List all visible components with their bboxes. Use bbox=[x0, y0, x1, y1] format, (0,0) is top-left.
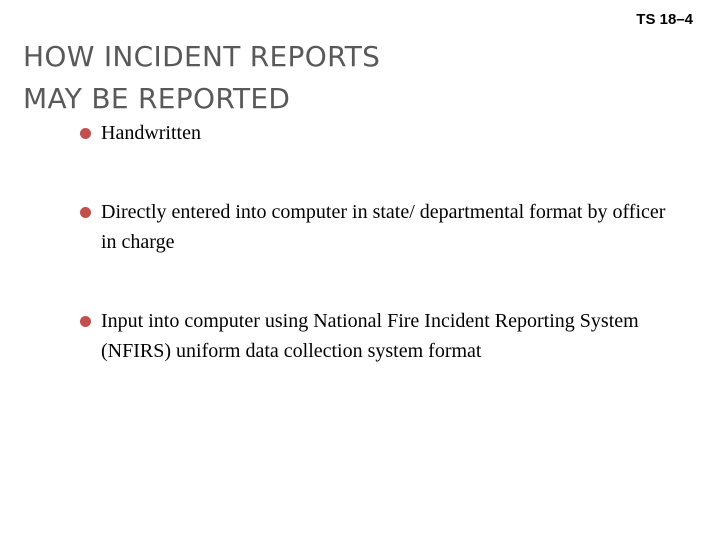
bullet-text: Directly entered into computer in state/ departmental format by officer in charge bbox=[101, 201, 666, 253]
bullet-dot-icon bbox=[80, 316, 91, 327]
bullet-text: Handwritten bbox=[101, 122, 201, 144]
bullet-item bbox=[80, 306, 680, 366]
bullet-dot-icon bbox=[80, 128, 91, 139]
bullet-list bbox=[80, 118, 680, 366]
bullet-text: Input into computer using National Fire Incident Reporting System (NFIRS) uniform data collection system format bbox=[101, 310, 639, 362]
slide-title-line-2: MAY BE REPORTED bbox=[23, 82, 291, 115]
bullet-item bbox=[80, 118, 680, 148]
slide-number-label: TS 18–4 bbox=[636, 11, 693, 28]
bullet-dot-icon bbox=[80, 207, 91, 218]
slide-title bbox=[23, 36, 583, 120]
slide-title-line-1: HOW INCIDENT REPORTS bbox=[23, 40, 381, 73]
bullet-item bbox=[80, 197, 680, 257]
